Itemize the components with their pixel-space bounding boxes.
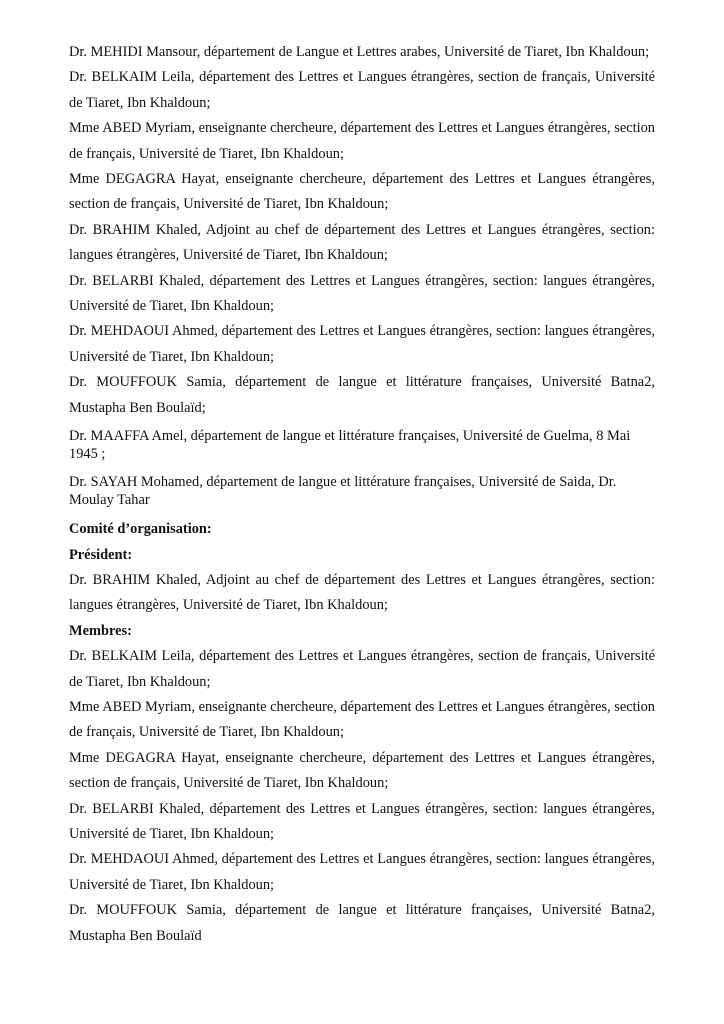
member-entry: Dr. MEHDAOUI Ahmed, département des Lettres et Langues étrangères, section: langues étrangères, Université de Tiaret, Ibn Khaldoun;: [69, 851, 655, 893]
committee-entry: Mme DEGAGRA Hayat, enseignante chercheure, département des Lettres et Langues étrangères, section de français, Université de Tiaret, Ibn Khaldoun;: [69, 171, 655, 213]
committee-entry: Dr. MAAFFA Amel, département de langue et littérature françaises, Université de Guelma, 8 Mai 1945 ;: [69, 428, 631, 463]
committee-entry: Dr. BELKAIM Leila, département des Lettres et Langues étrangères, section de français, Université de Tiaret, Ibn Khaldoun;: [69, 69, 655, 111]
member-entry: Dr. BELARBI Khaled, département des Lettres et Langues étrangères, section: langues étrangères, Université de Tiaret, Ibn Khaldoun;: [69, 800, 655, 842]
member-entry: Dr. MOUFFOUK Samia, département de langue et littérature françaises, Université Batna2, Mustapha Ben Boulaïd: [69, 902, 655, 944]
committee-entry: Dr. MEHIDI Mansour, département de Langue et Lettres arabes, Université de Tiaret, Ibn Khaldoun;: [69, 44, 650, 60]
president-label: Président:: [69, 546, 133, 563]
document-page: [69, 40, 655, 949]
organizing-committee-title: Comité d’organisation:: [69, 521, 212, 538]
committee-entry: Dr. BRAHIM Khaled, Adjoint au chef de département des Lettres et Langues étrangères, section: langues étrangères, Université de Tiaret, Ibn Khaldoun;: [69, 221, 655, 264]
president-entry: Dr. BRAHIM Khaled, Adjoint au chef de département des Lettres et Langues étrangères, section: langues étrangères, Université de Tiaret, Ibn Khaldoun;: [69, 571, 655, 614]
member-entry: Mme ABED Myriam, enseignante chercheure, département des Lettres et Langues étrangères, section de français, Université de Tiaret, Ibn Khaldoun;: [69, 698, 655, 741]
committee-entry: Mme ABED Myriam, enseignante chercheure, département des Lettres et Langues étrangères, section de français, Université de Tiaret, Ibn Khaldoun;: [69, 120, 655, 162]
members-label: Membres:: [69, 622, 132, 639]
member-entry: Mme DEGAGRA Hayat, enseignante chercheure, département des Lettres et Langues étrangères, section de français, Université de Tiaret, Ibn Khaldoun;: [69, 749, 655, 792]
committee-entry: Dr. BELARBI Khaled, département des Lettres et Langues étrangères, section: langues étrangères, Université de Tiaret, Ibn Khaldoun;: [69, 272, 655, 315]
committee-entry: Dr. MEHDAOUI Ahmed, département des Lettres et Langues étrangères, section: langues étrangères, Université de Tiaret, Ibn Khaldoun;: [69, 323, 655, 365]
committee-entry: Dr. MOUFFOUK Samia, département de langue et littérature françaises, Université Batna2, Mustapha Ben Boulaïd;: [69, 374, 655, 416]
member-entry: Dr. BELKAIM Leila, département des Lettres et Langues étrangères, section de français, Université de Tiaret, Ibn Khaldoun;: [69, 648, 655, 690]
committee-entry: Dr. SAYAH Mohamed, département de langue et littérature françaises, Université de Saida, Dr. Moulay Tahar: [69, 474, 617, 509]
